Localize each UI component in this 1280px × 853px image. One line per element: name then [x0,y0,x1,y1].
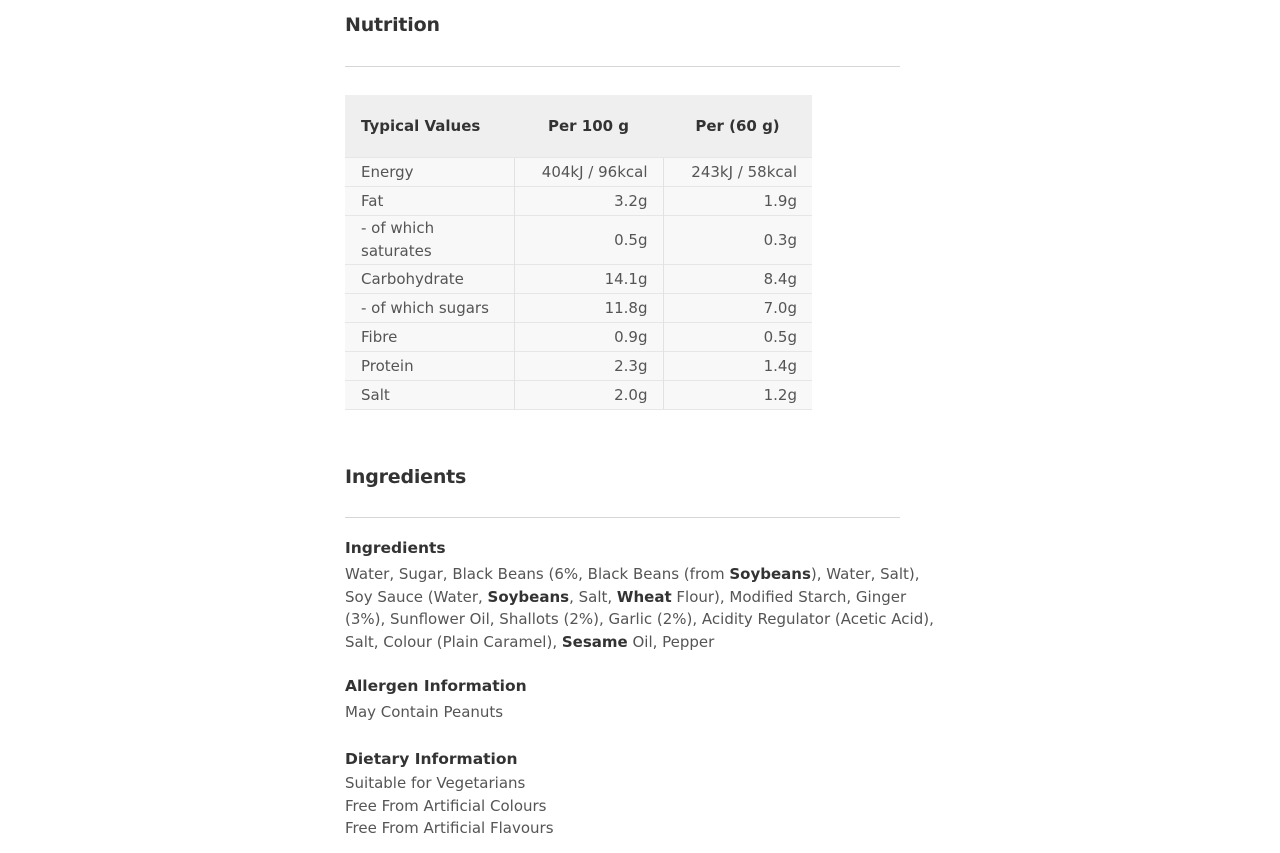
nutrient-label: Fibre [345,323,514,352]
allergen-highlight: Wheat [616,587,672,606]
table-row [345,352,812,381]
column-header-per-100g: Per 100 g [514,95,663,158]
nutrient-per-serving: 0.5g [663,323,812,352]
table-row [345,158,812,187]
nutrient-per-serving: 243kJ / 58kcal [663,158,812,187]
ingredients-text-part: , Salt, [569,587,617,606]
dietary-block [345,750,945,840]
dietary-subheading: Dietary Information [345,750,518,768]
ingredients-block [345,539,945,653]
ingredients-text-part: Water, Sugar, Black Beans (6%, Black Beans (from [345,565,730,583]
ingredients-text [345,563,945,653]
nutrition-table [345,95,812,410]
table-row [345,294,812,323]
divider [345,517,900,518]
nutrient-per-serving: 0.3g [663,216,812,265]
allergen-block [345,677,945,724]
nutrient-per-100g: 2.3g [514,352,663,381]
table-row [345,187,812,216]
dietary-line: Suitable for Vegetarians [345,774,526,792]
column-header-per-serving: Per (60 g) [663,95,812,158]
table-row [345,323,812,352]
nutrient-label: - of which saturates [345,216,514,265]
nutrient-per-100g: 404kJ / 96kcal [514,158,663,187]
table-row [345,381,812,410]
allergen-highlight: Sesame [561,632,628,651]
ingredients-text-part: ), Water, Salt), Soy Sauce (Water, [345,565,920,606]
nutrient-per-100g: 0.5g [514,216,663,265]
allergen-highlight: Soybeans [729,565,811,583]
table-row [345,265,812,294]
ingredients-text-part: Oil, Pepper [627,632,715,651]
nutrition-table-header-row [345,95,812,158]
nutrient-per-serving: 1.4g [663,352,812,381]
ingredients-section-heading: Ingredients [345,466,467,488]
allergen-subheading: Allergen Information [345,677,527,695]
dietary-line: Free From Artificial Flavours [345,819,554,837]
nutrient-label: Fat [345,187,514,216]
nutrient-per-100g: 3.2g [514,187,663,216]
allergen-highlight: Soybeans [487,587,570,606]
nutrient-per-100g: 14.1g [514,265,663,294]
nutrient-per-serving: 1.9g [663,187,812,216]
ingredients-subheading: Ingredients [345,539,446,557]
nutrient-per-serving: 7.0g [663,294,812,323]
nutrition-heading: Nutrition [345,14,440,36]
nutrient-per-100g: 11.8g [514,294,663,323]
dietary-line: Free From Artificial Colours [345,796,547,815]
nutrient-label: Salt [345,381,514,410]
nutrient-per-100g: 2.0g [514,381,663,410]
divider [345,66,900,67]
nutrient-label: - of which sugars [345,294,514,323]
table-row [345,216,812,265]
nutrient-per-serving: 8.4g [663,265,812,294]
allergen-text: May Contain Peanuts [345,703,504,721]
column-header-typical-values: Typical Values [345,95,514,158]
nutrient-per-serving: 1.2g [663,381,812,410]
nutrient-per-100g: 0.9g [514,323,663,352]
nutrient-label: Carbohydrate [345,265,514,294]
nutrient-label: Energy [345,158,514,187]
ingredients-text-part: Flour), Modified Starch, Ginger (3%), Sunflower Oil, Shallots (2%), Garlic (2%), Acidity Regulator (Acetic Acid), Salt, Colour (Plain Caramel), [345,587,934,651]
nutrient-label: Protein [345,352,514,381]
